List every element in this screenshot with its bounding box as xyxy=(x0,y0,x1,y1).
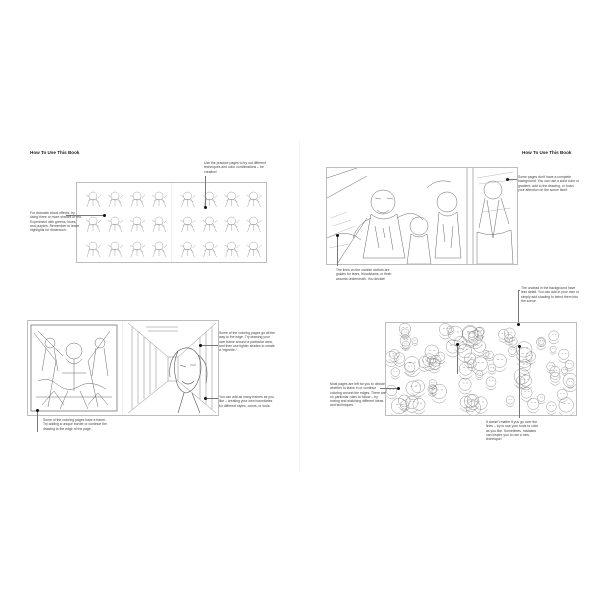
practice-mini-drawing xyxy=(86,242,101,257)
crowd-head xyxy=(460,396,472,408)
crowd-head xyxy=(516,376,525,385)
crowd-head xyxy=(412,380,425,393)
crowd-head xyxy=(493,354,507,368)
callout-dot xyxy=(397,387,400,390)
crowd-head xyxy=(459,362,472,375)
note-clothes-lines: The lines on the zombie clothes are guides for tears, bloodstains, or flesh wounds underneath. You decide! xyxy=(336,268,392,281)
frame-pages-illustration xyxy=(27,320,219,416)
practice-mini-drawing xyxy=(108,192,123,207)
crowd-head xyxy=(499,329,509,339)
zombie-clothes-illustration xyxy=(326,167,518,265)
callout-dot xyxy=(204,206,207,209)
practice-mini-drawing xyxy=(203,217,218,232)
crowd-head xyxy=(391,368,400,377)
callout-dot xyxy=(506,178,509,181)
practice-mini-drawing xyxy=(86,192,101,207)
leader-line xyxy=(380,388,398,389)
callout-dot xyxy=(199,344,202,347)
crowd-head xyxy=(413,398,425,410)
practice-mini-drawing xyxy=(86,217,101,232)
note-edges-rules: Most pages are left for you to decide whether to leave in or continue coloring around the edges. There are no particular rules to follow – try mixing and matching different ideas and techniques. xyxy=(330,382,386,408)
zombie-crowd-drawing xyxy=(386,323,576,415)
crowd-head xyxy=(405,362,415,372)
crowd-head xyxy=(427,357,433,363)
crowd-head xyxy=(406,396,419,409)
leader-line xyxy=(519,346,520,418)
practice-mini-drawing xyxy=(225,217,240,232)
crowd-head xyxy=(473,357,487,371)
crowd-head xyxy=(448,326,463,341)
crowd-head xyxy=(467,394,479,406)
note-frame-pages: Some of the coloring pages have a frame. Try adding a unique border or continue the drawing to the edge of the page. xyxy=(43,418,107,431)
crowd-head xyxy=(559,398,574,413)
practice-grid-drawing xyxy=(77,183,266,262)
leader-line xyxy=(66,215,104,216)
practice-mini-drawing xyxy=(181,192,196,207)
practice-mini-drawing xyxy=(225,192,240,207)
crowd-head xyxy=(557,389,567,399)
crowd-head xyxy=(462,325,478,341)
practice-mini-drawing xyxy=(181,217,196,232)
zombie-clothes-drawing xyxy=(327,168,517,264)
book-gutter xyxy=(299,140,300,470)
crowd-body xyxy=(391,404,407,415)
crowd-head xyxy=(476,371,483,378)
crowd-head xyxy=(474,340,486,352)
leader-line xyxy=(457,344,458,374)
crowd-head xyxy=(406,381,421,396)
leader-line xyxy=(507,179,517,180)
practice-pages-illustration xyxy=(76,182,267,263)
crowd-body xyxy=(559,403,574,415)
crowd-head xyxy=(549,331,559,341)
crowd-head xyxy=(528,398,539,409)
leader-line xyxy=(37,410,38,432)
crowd-head xyxy=(565,360,573,368)
practice-mini-drawing xyxy=(247,242,262,257)
leader-line xyxy=(205,176,206,207)
leader-line xyxy=(337,235,338,266)
right-page-heading: How To Use This Book xyxy=(522,150,572,155)
note-no-background: Some pages don't have a complete background. You can use a solid color or gradient, add to the drawing, or focus your attention on the scene itself. xyxy=(518,175,580,192)
callout-dot xyxy=(204,397,207,400)
zombie-crowd-illustration xyxy=(385,322,577,416)
crowd-head xyxy=(559,349,569,359)
crowd-head xyxy=(538,338,544,344)
practice-mini-drawing xyxy=(130,192,145,207)
note-over-lines: It doesn't matter if you go over the lines – try to use your tools to color as you like. Sometimes, mistakes can inspire you to use a new technique! xyxy=(486,420,539,442)
crowd-head xyxy=(464,353,475,364)
leader-line xyxy=(205,398,218,399)
callout-dot xyxy=(456,343,459,346)
crowd-head xyxy=(390,349,400,359)
callout-dot xyxy=(103,214,106,217)
note-add-frames: You can add as many frames as you like – creating your own boundaries for different styles, colors, or tools. xyxy=(219,395,274,408)
practice-mini-drawing xyxy=(152,217,167,232)
practice-mini-drawing xyxy=(108,217,123,232)
frame-panels-drawing xyxy=(28,321,218,415)
practice-mini-drawing xyxy=(108,242,123,257)
leader-line xyxy=(518,290,519,324)
crowd-head xyxy=(412,338,418,344)
note-practice-pages: Use the practice pages to try out different techniques and color combinations – be creative! xyxy=(204,161,266,174)
crowd-head xyxy=(508,347,516,355)
crowd-head xyxy=(394,353,405,364)
practice-mini-drawing xyxy=(130,242,145,257)
note-edge-pages: Some of the coloring pages go all the way to the edge. Try drawing your own frame around a particular area, and then use lighter shades to create a “vignette.” xyxy=(219,331,275,353)
practice-mini-drawing xyxy=(152,242,167,257)
practice-mini-drawing xyxy=(247,192,262,207)
crowd-head xyxy=(402,341,409,348)
crowd-head xyxy=(404,357,420,373)
practice-mini-drawing xyxy=(152,192,167,207)
crowd-head xyxy=(550,346,556,352)
crowd-head xyxy=(567,379,575,387)
callout-dot xyxy=(517,323,520,326)
crowd-head xyxy=(506,396,514,404)
crowd-head xyxy=(509,337,517,345)
callout-dot xyxy=(518,345,521,348)
crowd-head xyxy=(447,326,454,333)
crowd-head xyxy=(538,394,545,401)
left-page-heading: How To Use This Book xyxy=(30,150,80,155)
crowd-head xyxy=(400,401,408,409)
note-blood-effects: For dramatic blood effects, try using three or more shades of red. Experiment with greens, blues, and purples. Remember to leave highlights for dimension. xyxy=(30,211,82,233)
practice-mini-drawing xyxy=(247,217,262,232)
crowd-head xyxy=(547,402,557,412)
practice-mini-drawing xyxy=(130,217,145,232)
crowd-head xyxy=(486,377,496,387)
practice-mini-drawing xyxy=(225,242,240,257)
leader-line xyxy=(200,345,218,346)
crowd-head xyxy=(550,372,560,382)
crowd-head xyxy=(486,351,494,359)
note-undead-background: The undead in the background have less detail. You can add in your own or simply add shading to blend them into the scene. xyxy=(521,286,579,303)
crowd-head xyxy=(439,324,451,336)
crowd-head xyxy=(432,384,447,399)
callout-dot xyxy=(336,234,339,237)
practice-mini-drawing xyxy=(203,242,218,257)
crowd-head xyxy=(459,378,471,390)
practice-mini-drawing xyxy=(181,242,196,257)
callout-dot xyxy=(36,409,39,412)
